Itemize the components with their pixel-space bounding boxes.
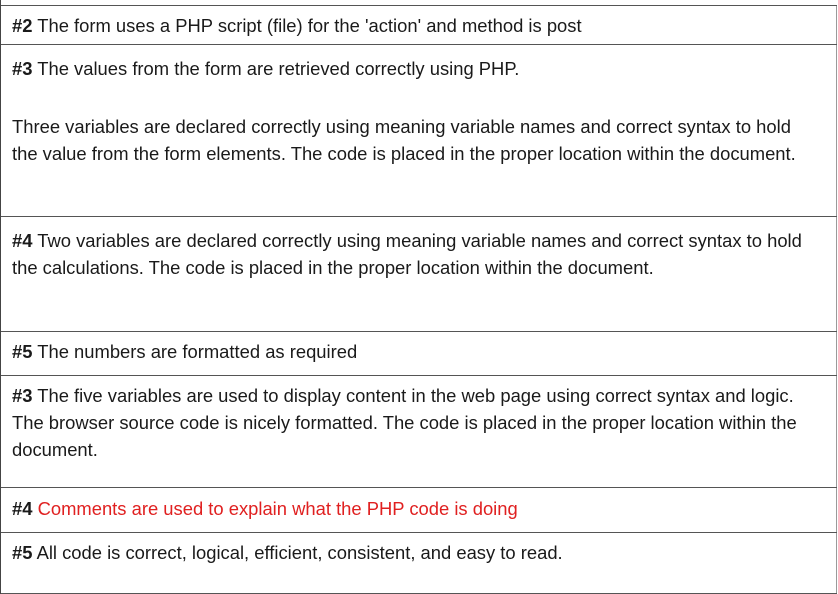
rubric-row [1, 217, 837, 332]
criterion-number: #2 [12, 15, 33, 36]
criterion-text: The numbers are formatted as required [32, 341, 358, 362]
criterion-text-highlighted: Comments are used to explain what the PHP code is doing [32, 498, 518, 519]
rubric-row [1, 5, 837, 45]
criterion-text: The five variables are used to display content in the web page using correct syntax and logic. The browser source code is nicely formatted. The code is placed in the proper location within the document. [12, 385, 797, 460]
rubric-row [1, 332, 837, 376]
criterion-text: The form uses a PHP script (file) for the 'action' and method is post [32, 15, 582, 36]
criterion-number: #4 [12, 498, 33, 519]
criterion-text: Two variables are declared correctly using meaning variable names and correct syntax to hold the calculations. The code is placed in the proper location within the document. [12, 230, 802, 278]
criterion-number: #4 [12, 230, 33, 251]
criterion-number: #3 [12, 58, 33, 79]
rubric-row [1, 376, 837, 488]
rubric-row [1, 45, 837, 217]
rubric-row [1, 533, 837, 594]
criterion-text: The values from the form are retrieved correctly using PHP. [32, 58, 520, 79]
criterion-text: All code is correct, logical, efficient, consistent, and easy to read. [32, 542, 563, 563]
criterion-number: #3 [12, 385, 33, 406]
criterion-detail: Three variables are declared correctly using meaning variable names and correct syntax to hold the value from the form elements. The code is placed in the proper location within the document. [12, 116, 796, 164]
rubric-row [1, 488, 837, 533]
criterion-number: #5 [12, 341, 33, 362]
criterion-number: #5 [12, 542, 33, 563]
